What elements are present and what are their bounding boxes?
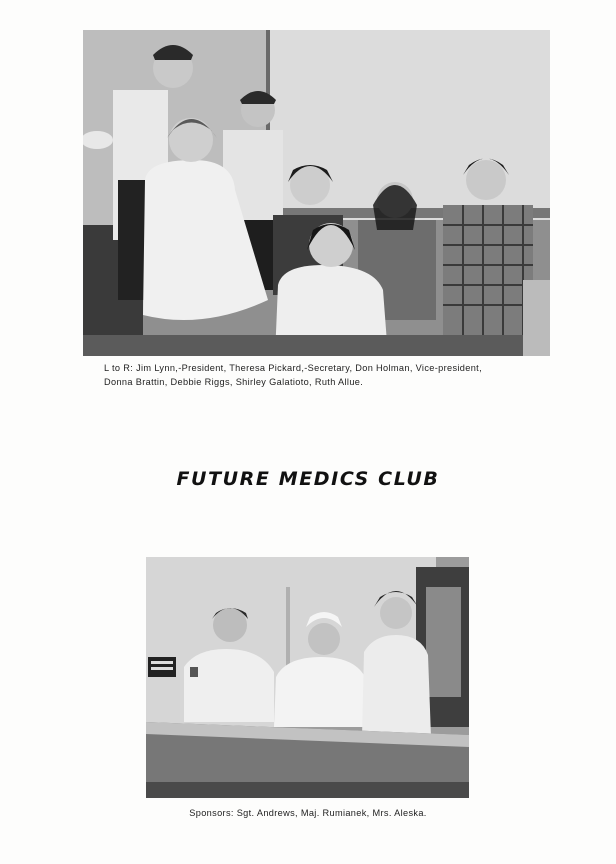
sponsors-photo-caption: Sponsors: Sgt. Andrews, Maj. Rumianek, Mrs. Aleska. (189, 808, 427, 818)
page-title: FUTURE MEDICS CLUB (176, 468, 440, 490)
sponsors-photo-drawing (146, 557, 469, 798)
club-caption-line-1: L to R: Jim Lynn,-President, Theresa Pickard,-Secretary, Don Holman, Vice-president, (104, 363, 482, 373)
club-photo-caption (104, 361, 544, 389)
club-caption-line-2: Donna Brattin, Debbie Riggs, Shirley Galatioto, Ruth Allue. (104, 377, 364, 387)
sponsors-photo (146, 557, 469, 798)
club-members-photo-drawing (83, 30, 550, 356)
club-members-photo (83, 30, 550, 356)
